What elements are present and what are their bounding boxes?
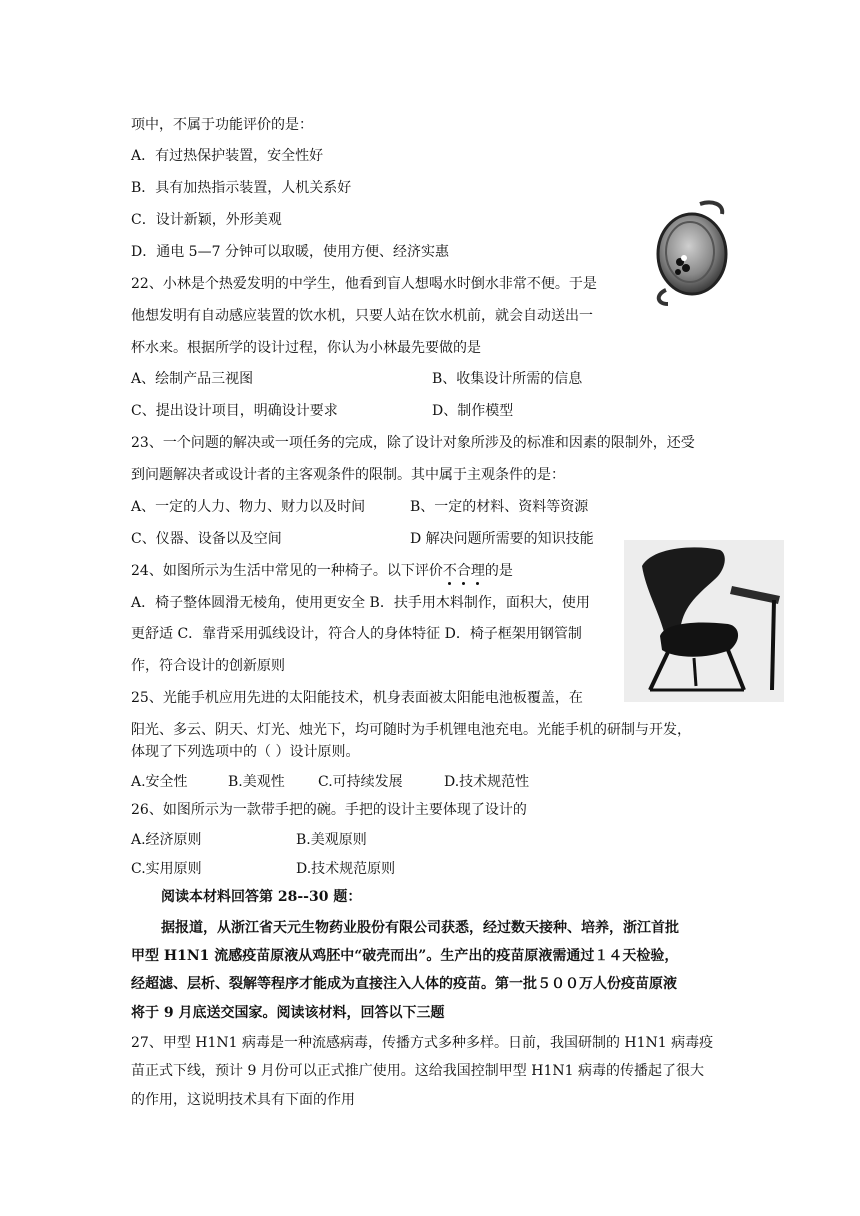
q24-emph-2: 合 xyxy=(456,563,471,579)
q27-line-3: 的作用，这说明技术具有下面的作用 xyxy=(131,1092,355,1108)
q27-line-1: 27、甲型 H1N1 病毒是一种流感病毒，传播方式多种多样。日前，我国研制的 H1N1 病毒疫 xyxy=(131,1035,714,1051)
q26-option-c: C.实用原则 xyxy=(131,861,202,877)
q24-line-3: 作，符合设计的创新原则 xyxy=(131,658,285,674)
q24-stem xyxy=(131,561,513,581)
q22-option-c: C、提出设计项目，明确设计要求 xyxy=(131,403,338,419)
q23-option-b: B、一定的材料、资料等资源 xyxy=(410,499,589,515)
q24-line-1: A．椅子整体圆滑无棱角，使用更安全 B．扶手用木料制作，面积大，使用 xyxy=(131,595,590,611)
q25-line-3: 体现了下列选项中的（ ）设计原则。 xyxy=(131,744,360,760)
reading-line-1: 据报道，从浙江省天元生物药业股份有限公司获悉，经过数天接种、培养，浙江首批 xyxy=(161,920,679,936)
q24-stem-after: 的是 xyxy=(484,563,513,579)
q22-option-a: A、绘制产品三视图 xyxy=(131,371,254,387)
q25-option-c: C.可持续发展 xyxy=(318,774,403,790)
q21-option-b: B．具有加热指示装置，人机关系好 xyxy=(131,180,352,196)
q24-stem-before: 24、如图所示为生活中常见的一种椅子。以下评价 xyxy=(131,563,443,579)
q25-option-d: D.技术规范性 xyxy=(444,774,530,790)
q26-line: 26、如图所示为一款带手把的碗。手把的设计主要体现了设计的 xyxy=(131,802,527,818)
q22-option-d: D、制作模型 xyxy=(432,403,514,419)
q23-line-2: 到问题解决者或设计者的主客观条件的限制。其中属于主观条件的是： xyxy=(131,467,565,483)
q23-line-1: 23、一个问题的解决或一项任务的完成，除了设计对象所涉及的标准和因素的限制外，还受 xyxy=(131,435,695,451)
q23-option-d: D 解决问题所需要的知识技能 xyxy=(410,531,594,547)
q26-option-d: D.技术规范原则 xyxy=(296,861,396,877)
q23-option-a: A、一定的人力、物力、财力以及时间 xyxy=(131,499,366,515)
heater-image xyxy=(652,198,730,310)
q24-emph-1: 不 xyxy=(442,563,457,579)
q21-option-d: D．通电 5—7 分钟可以取暖，使用方便、经济实惠 xyxy=(131,244,449,260)
q21-stem-tail: 项中，不属于功能评价的是： xyxy=(131,117,313,133)
q24-emph-3: 理 xyxy=(470,563,485,579)
q21-option-a: A．有过热保护装置，安全性好 xyxy=(131,148,324,164)
q25-line-2: 阳光、多云、阴天、灯光、烛光下，均可随时为手机锂电池充电。光能手机的研制与开发， xyxy=(131,722,691,738)
q27-line-2: 苗正式下线，预计 9 月份可以正式推广使用。这给我国控制甲型 H1N1 病毒的传播起了很大 xyxy=(131,1063,704,1079)
q24-line-2: 更舒适 C．靠背采用弧线设计，符合人的身体特征 D．椅子框架用钢管制 xyxy=(131,626,582,642)
reading-line-3: 经超滤、层析、裂解等程序才能成为直接注入人体的疫苗。第一批５００万人份疫苗原液 xyxy=(131,976,677,992)
q26-option-b: B.美观原则 xyxy=(296,832,367,848)
q25-line-1: 25、光能手机应用先进的太阳能技术，机身表面被太阳能电池板覆盖，在 xyxy=(131,690,583,706)
q22-line-1: 22、小林是个热爱发明的中学生，他看到盲人想喝水时倒水非常不便。于是 xyxy=(131,276,597,292)
q22-line-3: 杯水来。根据所学的设计过程，你认为小林最先要做的是 xyxy=(131,340,481,356)
reading-heading: 阅读本材料回答第 28--30 题： xyxy=(161,889,362,905)
q22-option-b: B、收集设计所需的信息 xyxy=(432,371,583,387)
q22-line-2: 他想发明有自动感应装置的饮水机，只要人站在饮水机前，就会自动送出一 xyxy=(131,308,593,324)
q25-option-b: B.美观性 xyxy=(228,774,285,790)
reading-line-4: 将于 9 月底送交国家。阅读该材料，回答以下三题 xyxy=(131,1005,445,1021)
reading-line-2: 甲型 H1N1 流感疫苗原液从鸡胚中“破壳而出”。生产出的疫苗原液需通过１４天检验， xyxy=(131,948,679,964)
q25-option-a: A.安全性 xyxy=(131,774,188,790)
q21-option-c: C．设计新颖，外形美观 xyxy=(131,212,282,228)
q23-option-c: C、仪器、设备以及空间 xyxy=(131,531,282,547)
chair-image xyxy=(624,540,784,702)
q26-option-a: A.经济原则 xyxy=(131,832,202,848)
